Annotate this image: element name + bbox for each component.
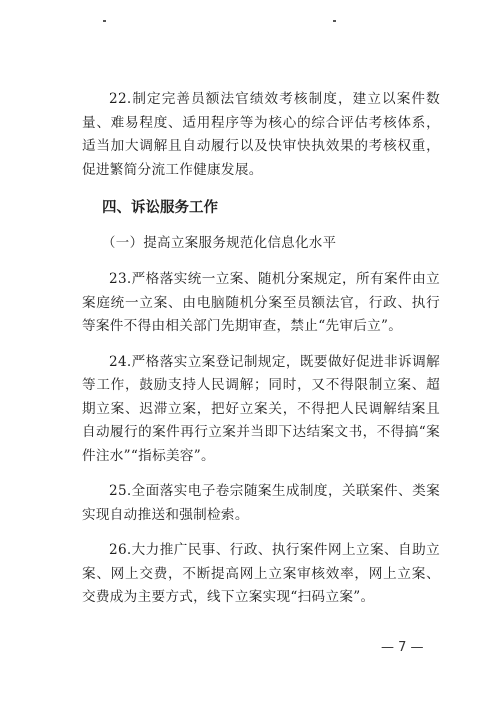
document-body bbox=[82, 88, 440, 610]
scan-mark-left bbox=[103, 20, 106, 22]
paragraph-25: 25.全面落实电子卷宗随案生成制度，关联案件、类案实现自动推送和强制检索。 bbox=[82, 483, 440, 523]
page-number: — 7 — bbox=[381, 640, 424, 655]
paragraph-22: 22.制定完善员额法官绩效考核制度，建立以案件数量、难易程度、适用程序等为核心的综合评估考核体系，适当加大调解且自动履行以及快审快执效果的考核权重，促进繁简分流工作健康发展。 bbox=[82, 91, 440, 178]
paragraph-26: 26.大力推广民事、行政、执行案件网上立案、自助立案、网上交费，不断提高网上立案审核效率，网上立案、交费成为主要方式，线下立案实现“扫码立案”。 bbox=[82, 542, 440, 605]
paragraph-24: 24.严格落实立案登记制规定，既要做好促进非诉调解等工作，鼓励支持人民调解；同时，又不得限制立案、超期立案、迟滞立案，把好立案关，不得把人民调解结案且自动履行的案件再行立案并当即下达结案文书，不得搞“案件注水”“指标美容”。 bbox=[82, 353, 440, 464]
subsection-heading: （一）提高立案服务规范化信息化水平 bbox=[102, 236, 337, 251]
paragraph-23: 23.严格落实统一立案、随机分案规定，所有案件由立案庭统一立案、由电脑随机分案至员额法官，行政、执行等案件不得由相关部门先期审查，禁止“先审后立”。 bbox=[82, 271, 440, 334]
section-heading: 四、诉讼服务工作 bbox=[102, 200, 218, 216]
scan-mark-right bbox=[333, 20, 336, 22]
